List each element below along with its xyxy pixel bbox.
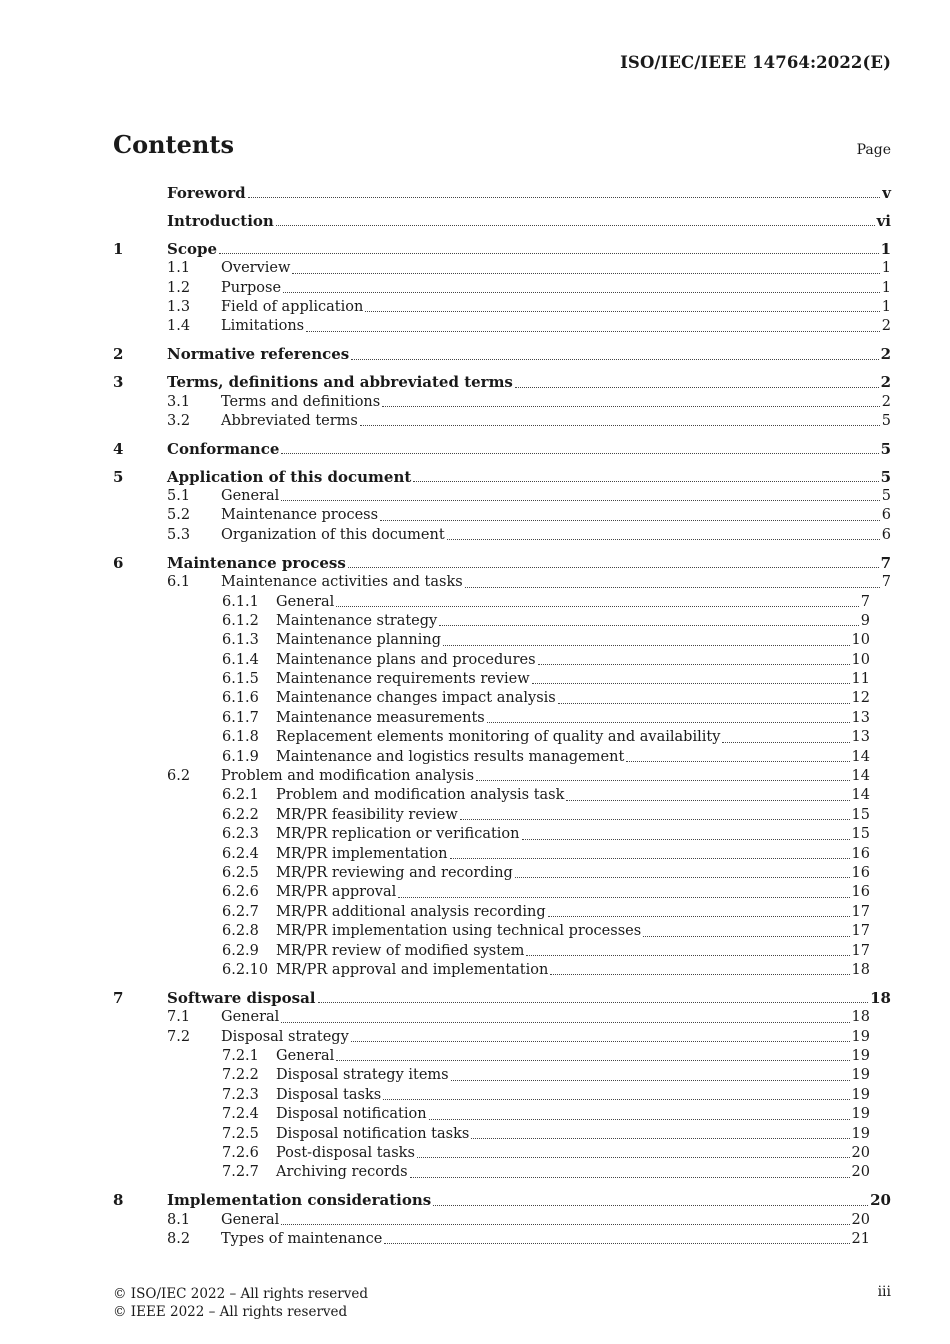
toc-entry-page: 18 — [870, 988, 891, 1007]
dot-leader — [722, 741, 849, 743]
dot-leader — [439, 624, 859, 626]
toc-entry-page: 1 — [881, 279, 891, 296]
toc-entry-number: 6.1.7 — [222, 709, 259, 726]
toc-entry[interactable] — [113, 440, 891, 459]
toc-entry-title: Types of maintenance — [221, 1231, 383, 1248]
toc-entry-page: 6 — [881, 507, 891, 524]
toc-entry-number: 6.2.4 — [222, 845, 259, 862]
copyright-ieee: © IEEE 2022 – All rights reserved — [113, 1304, 348, 1320]
toc-entry[interactable] — [113, 806, 891, 825]
toc-entry-title: Disposal strategy items — [276, 1067, 449, 1084]
dot-leader — [487, 721, 850, 723]
toc-entry-number: 1.1 — [167, 260, 191, 277]
toc-entry-page: 20 — [851, 1144, 870, 1161]
toc-entry[interactable] — [113, 1163, 891, 1182]
toc-entry-number: 6.2.6 — [222, 884, 259, 901]
toc-entry-number: 6.2.5 — [222, 865, 259, 881]
toc-entry-page: 2 — [881, 393, 891, 410]
toc-entry-page: 5 — [880, 439, 891, 458]
toc-entry-title: General — [276, 1048, 335, 1065]
toc-entry-page: 19 — [851, 1048, 870, 1065]
dot-leader — [471, 1137, 849, 1139]
toc-entry-number: 3.1 — [167, 393, 191, 410]
toc-entry-page: 16 — [851, 865, 870, 881]
toc-entry-title: Conformance — [167, 439, 280, 458]
toc-entry-page: 17 — [851, 942, 870, 959]
toc-entry[interactable] — [113, 767, 891, 786]
toc-entry-number: 6.2 — [167, 768, 191, 785]
dot-leader — [413, 480, 878, 482]
toc-entry-number: 6.1.1 — [222, 593, 259, 610]
toc-entry-title: Maintenance changes impact analysis — [276, 690, 556, 707]
toc-entry-page: 1 — [880, 239, 891, 258]
dot-leader — [365, 310, 879, 312]
page-number: iii — [877, 1284, 891, 1300]
toc-entry-page: 19 — [851, 1067, 870, 1084]
toc-entry-title: MR/PR approval — [276, 884, 397, 901]
dot-leader — [380, 519, 880, 521]
toc-entry-number: 7.2 — [167, 1028, 191, 1045]
toc-entry-title: Disposal notification tasks — [276, 1125, 470, 1142]
dot-leader — [281, 1021, 849, 1023]
toc-entry-title: Maintenance planning — [276, 632, 442, 649]
toc-entry-number: 6.2.1 — [222, 787, 259, 804]
toc-entry-number: 7.2.6 — [222, 1144, 259, 1161]
toc-entry-number: 7.2.5 — [222, 1125, 259, 1142]
toc-entry-page: 20 — [851, 1211, 870, 1228]
toc-entry-page: 20 — [851, 1164, 870, 1181]
toc-entry-title: Normative references — [167, 345, 350, 364]
dot-leader — [465, 586, 880, 588]
dot-leader — [433, 1204, 868, 1206]
toc-entry-page: 19 — [851, 1125, 870, 1142]
toc-entry-number: 7.1 — [167, 1009, 191, 1026]
toc-entry[interactable] — [113, 554, 891, 573]
toc-entry-number: 8.1 — [167, 1211, 191, 1228]
toc-entry[interactable] — [113, 468, 891, 487]
toc-entry-title: General — [276, 593, 335, 610]
toc-entry[interactable] — [113, 1144, 891, 1163]
toc-entry-page: 2 — [880, 373, 891, 392]
toc-entry[interactable] — [113, 212, 891, 231]
toc-entry-page: 1 — [881, 298, 891, 315]
toc-entry-number: 3 — [113, 373, 124, 392]
toc-entry-page: 6 — [881, 526, 891, 543]
toc-entry-number: 6.2.3 — [222, 826, 259, 843]
toc-entry-number: 4 — [113, 439, 124, 458]
toc-entry-number: 6.1.8 — [222, 729, 259, 746]
toc-entry-title: Archiving records — [276, 1164, 408, 1181]
toc-entry-page: 20 — [870, 1191, 891, 1210]
toc-entry-page: 18 — [851, 961, 870, 978]
toc-entry-page: 17 — [851, 923, 870, 940]
toc-entry-title: Post-disposal tasks — [276, 1144, 415, 1161]
toc-entry[interactable] — [113, 279, 891, 298]
toc-entry-number: 2 — [113, 345, 124, 364]
toc-entry-title: Maintenance requirements review — [276, 671, 530, 688]
toc-entry-title: General — [221, 488, 280, 505]
toc-entry-number: 5 — [113, 467, 124, 486]
toc-entry[interactable] — [113, 373, 891, 392]
toc-entry-number: 6.1.3 — [222, 632, 259, 649]
toc-entry-title: Problem and modification analysis task — [276, 787, 565, 804]
dot-leader — [558, 702, 850, 704]
toc-entry-page: 19 — [851, 1086, 870, 1103]
dot-leader — [451, 1079, 850, 1081]
toc-entry[interactable] — [113, 184, 891, 203]
dot-leader — [443, 644, 850, 646]
toc-entry-number: 5.1 — [167, 488, 191, 505]
toc-entry-page: 16 — [851, 845, 870, 862]
toc-entry-number: 6.1.5 — [222, 671, 259, 688]
toc-entry-title: MR/PR implementation using technical processes — [276, 923, 642, 940]
toc-entry-number: 8.2 — [167, 1231, 191, 1248]
toc-entry-title: Organization of this document — [221, 526, 445, 543]
dot-leader — [219, 252, 879, 254]
dot-leader — [522, 838, 850, 840]
toc-entry-page: 16 — [851, 884, 870, 901]
dot-leader — [382, 405, 880, 407]
toc-entry-number: 1.4 — [167, 318, 191, 335]
toc-entry-title: Problem and modification analysis — [221, 768, 475, 785]
toc-entry[interactable] — [113, 1008, 891, 1027]
toc-entry-number: 7.2.4 — [222, 1106, 259, 1123]
toc-entry-title: Field of application — [221, 298, 364, 315]
toc-entry-title: Introduction — [167, 211, 274, 230]
toc-entry[interactable] — [113, 728, 891, 747]
toc-entry-page: 7 — [860, 593, 870, 610]
toc-entry-page: vi — [876, 211, 891, 230]
toc-entry-number: 6.2.7 — [222, 903, 259, 920]
toc-entry[interactable] — [113, 709, 891, 728]
toc-entry-number: 8 — [113, 1191, 124, 1210]
toc-entry-number: 6.1 — [167, 574, 191, 591]
toc-entry-title: MR/PR feasibility review — [276, 806, 458, 823]
dot-leader — [548, 915, 850, 917]
dot-leader — [336, 605, 858, 607]
toc-entry-page: 15 — [851, 826, 870, 843]
toc-entry-title: General — [221, 1009, 280, 1026]
toc-entry-title: MR/PR implementation — [276, 845, 448, 862]
toc-entry-title: Maintenance plans and procedures — [276, 651, 536, 668]
dot-leader — [384, 1242, 849, 1244]
toc-entry[interactable] — [113, 1230, 891, 1249]
toc-entry[interactable] — [113, 786, 891, 805]
toc-entry-number: 6.1.6 — [222, 690, 259, 707]
toc-entry-page: 2 — [880, 345, 891, 364]
toc-entry-title: Abbreviated terms — [221, 412, 358, 429]
toc-entry-number: 7 — [113, 988, 124, 1007]
dot-leader — [281, 452, 878, 454]
toc-entry-page: 5 — [881, 488, 891, 505]
toc-entry-title: Limitations — [221, 318, 305, 335]
toc-entry[interactable] — [113, 1066, 891, 1085]
toc-entry-title: MR/PR additional analysis recording — [276, 903, 546, 920]
dot-leader — [410, 1176, 850, 1178]
dot-leader — [318, 1001, 869, 1003]
toc-entry-page: 13 — [851, 729, 870, 746]
dot-leader — [429, 1118, 850, 1120]
dot-leader — [283, 291, 880, 293]
toc-entry[interactable] — [113, 748, 891, 767]
toc-entry-number: 7.2.1 — [222, 1048, 259, 1065]
toc-entry[interactable] — [113, 989, 891, 1008]
toc-entry-number: 1 — [113, 239, 124, 258]
toc-entry[interactable] — [113, 1028, 891, 1047]
toc-entry[interactable] — [113, 883, 891, 902]
copyright-footer — [113, 1285, 368, 1321]
toc-entry-title: Replacement elements monitoring of quality and availability — [276, 729, 721, 746]
toc-entry-page: 2 — [881, 318, 891, 335]
page-column-label: Page — [856, 142, 891, 158]
toc-entry[interactable] — [113, 961, 891, 980]
toc-entry-page: 9 — [860, 612, 870, 629]
toc-entry-page: 10 — [851, 632, 870, 649]
dot-leader — [532, 682, 850, 684]
toc-entry[interactable] — [113, 825, 891, 844]
toc-entry[interactable] — [113, 593, 891, 612]
toc-entry-number: 7.2.7 — [222, 1164, 259, 1181]
dot-leader — [460, 818, 850, 820]
toc-entry-title: Disposal notification — [276, 1106, 427, 1123]
toc-entry-number: 3.2 — [167, 412, 191, 429]
toc-entry-number: 1.3 — [167, 298, 191, 315]
toc-entry[interactable] — [113, 1191, 891, 1210]
toc-entry[interactable] — [113, 922, 891, 941]
toc-entry-number: 6.2.2 — [222, 806, 259, 823]
dot-leader — [348, 566, 879, 568]
toc-entry-number: 5.2 — [167, 507, 191, 524]
toc-entry-page: 11 — [851, 671, 870, 688]
toc-entry[interactable] — [113, 612, 891, 631]
toc-entry[interactable] — [113, 298, 891, 317]
toc-entry[interactable] — [113, 845, 891, 864]
toc-entry-title: Maintenance strategy — [276, 612, 438, 629]
toc-entry[interactable] — [113, 670, 891, 689]
toc-entry-page: 5 — [880, 467, 891, 486]
dot-leader — [526, 954, 849, 956]
toc-entry-title: Maintenance process — [221, 507, 379, 524]
dot-leader — [626, 760, 849, 762]
toc-entry-number: 6.2.8 — [222, 923, 259, 940]
toc-entry[interactable] — [113, 317, 891, 336]
dot-leader — [450, 857, 850, 859]
toc-entry-title: Scope — [167, 239, 218, 258]
toc-entry-title: Implementation considerations — [167, 1191, 432, 1210]
toc-entry[interactable] — [113, 1105, 891, 1124]
toc-entry-title: Maintenance activities and tasks — [221, 574, 463, 591]
toc-entry-title: Maintenance and logistics results management — [276, 748, 625, 765]
dot-leader — [351, 358, 878, 360]
toc-entry-number: 6 — [113, 553, 124, 572]
toc-entry-number: 6.1.9 — [222, 748, 259, 765]
toc-entry[interactable] — [113, 259, 891, 278]
toc-entry[interactable] — [113, 864, 891, 883]
toc-entry-title: Terms and definitions — [221, 393, 381, 410]
toc-entry[interactable] — [113, 1211, 891, 1230]
toc-entry-title: Disposal strategy — [221, 1028, 349, 1045]
toc-entry[interactable] — [113, 487, 891, 506]
toc-entry-title: MR/PR approval and implementation — [276, 961, 549, 978]
dot-leader — [351, 1040, 850, 1042]
table-of-contents — [113, 184, 891, 1249]
toc-entry-page: 19 — [851, 1106, 870, 1123]
toc-entry[interactable] — [113, 240, 891, 259]
dot-leader — [281, 1223, 849, 1225]
dot-leader — [417, 1156, 850, 1158]
copyright-iso-iec: © ISO/IEC 2022 – All rights reserved — [113, 1286, 368, 1302]
toc-entry-title: Terms, definitions and abbreviated terms — [167, 373, 513, 392]
toc-entry-title: MR/PR replication or verification — [276, 826, 520, 843]
toc-entry-page: 21 — [851, 1231, 870, 1248]
toc-entry-title: MR/PR review of modified system — [276, 942, 525, 959]
toc-entry-page: v — [882, 184, 891, 202]
toc-entry-title: General — [221, 1211, 280, 1228]
toc-entry[interactable] — [113, 1086, 891, 1105]
dot-leader — [515, 876, 850, 878]
toc-entry-number: 7.2.2 — [222, 1067, 259, 1084]
toc-entry[interactable] — [113, 1125, 891, 1144]
dot-leader — [281, 499, 879, 501]
dot-leader — [292, 272, 879, 274]
toc-entry-number: 5.3 — [167, 526, 191, 543]
toc-entry[interactable] — [113, 631, 891, 650]
toc-entry-page: 5 — [881, 412, 891, 429]
dot-leader — [360, 424, 880, 426]
toc-entry-number: 6.1.4 — [222, 651, 259, 668]
toc-entry[interactable] — [113, 393, 891, 412]
dot-leader — [336, 1059, 849, 1061]
toc-entry-page: 12 — [851, 690, 870, 707]
toc-entry[interactable] — [113, 1047, 891, 1066]
dot-leader — [248, 196, 881, 198]
toc-entry-title: MR/PR reviewing and recording — [276, 865, 513, 881]
toc-entry-title: Disposal tasks — [276, 1086, 382, 1103]
toc-entry-title: Maintenance process — [167, 553, 346, 572]
toc-entry[interactable] — [113, 345, 891, 364]
toc-entry[interactable] — [113, 526, 891, 545]
toc-entry-page: 7 — [880, 553, 891, 572]
toc-entry-title: Foreword — [167, 184, 246, 202]
standard-id-header: ISO/IEC/IEEE 14764:2022(E) — [620, 53, 891, 72]
toc-entry-page: 15 — [851, 806, 870, 823]
toc-entry-page: 1 — [881, 260, 891, 277]
toc-entry[interactable] — [113, 942, 891, 961]
dot-leader — [306, 330, 880, 332]
toc-entry-page: 10 — [851, 651, 870, 668]
toc-entry-page: 19 — [851, 1028, 870, 1045]
toc-entry-number: 6.2.9 — [222, 942, 259, 959]
toc-entry-page: 14 — [851, 748, 870, 765]
dot-leader — [566, 799, 849, 801]
dot-leader — [515, 386, 879, 388]
toc-entry-number: 6.1.2 — [222, 612, 259, 629]
toc-entry-page: 17 — [851, 903, 870, 920]
toc-entry-title: Overview — [221, 260, 291, 277]
toc-entry-number: 6.2.10 — [222, 961, 269, 978]
dot-leader — [550, 973, 849, 975]
toc-entry-number: 7.2.3 — [222, 1086, 259, 1103]
page-title: Contents — [113, 130, 234, 159]
dot-leader — [276, 224, 875, 226]
toc-entry[interactable] — [113, 689, 891, 708]
toc-entry-page: 18 — [851, 1009, 870, 1026]
toc-entry[interactable] — [113, 573, 891, 592]
dot-leader — [398, 896, 849, 898]
toc-entry[interactable] — [113, 903, 891, 922]
dot-leader — [538, 663, 850, 665]
toc-entry-title: Maintenance measurements — [276, 709, 485, 726]
toc-entry-page: 14 — [851, 768, 870, 785]
toc-entry-title: Application of this document — [167, 467, 412, 486]
toc-entry[interactable] — [113, 506, 891, 525]
toc-entry-number: 1.2 — [167, 279, 191, 296]
dot-leader — [643, 935, 849, 937]
toc-entry-title: Purpose — [221, 279, 282, 296]
toc-entry[interactable] — [113, 651, 891, 670]
dot-leader — [476, 779, 849, 781]
toc-entry-page: 13 — [851, 709, 870, 726]
toc-entry-page: 14 — [851, 787, 870, 804]
dot-leader — [447, 538, 880, 540]
dot-leader — [383, 1098, 849, 1100]
toc-entry-title: Software disposal — [167, 988, 316, 1007]
toc-entry-page: 7 — [881, 574, 891, 591]
toc-entry[interactable] — [113, 412, 891, 431]
